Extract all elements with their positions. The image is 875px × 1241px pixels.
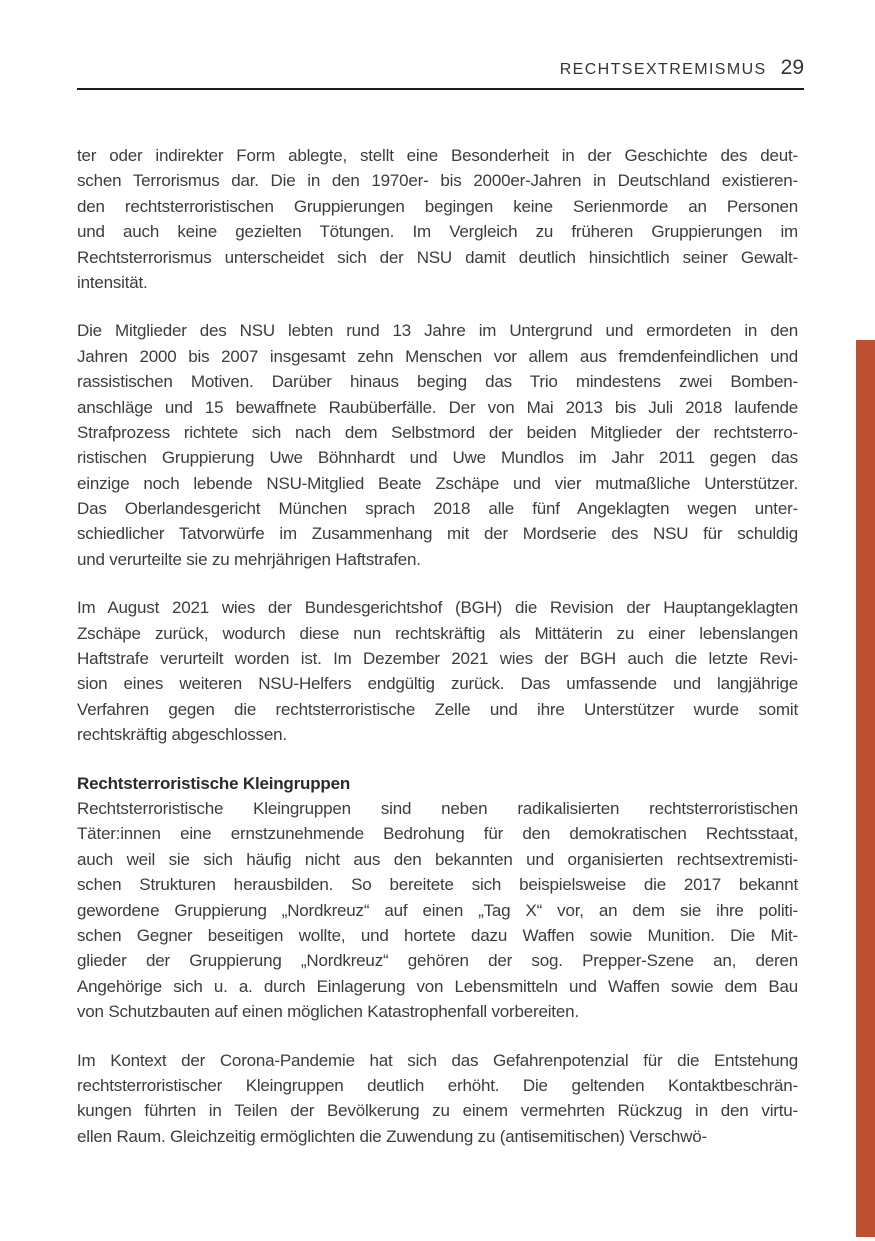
text-line: schen Gegner beseitigen wollte, und hortete dazu Waffen sowie Munition. Die Mit- [77,925,798,945]
body-text-column [77,143,798,1172]
text-line: Verfahren gegen die rechtsterroristische Zelle und ihre Unterstützer wurde somit [77,699,798,719]
header-divider-rule [77,88,804,90]
paragraph [77,1048,798,1150]
text-line: gewordene Gruppierung „Nordkreuz“ auf einen „Tag X“ vor, an dem sie ihre politi- [77,900,798,920]
section-heading: Rechtsterroristische Kleingruppen [77,773,351,793]
text-line: intensität. [77,272,148,292]
text-line: Angehörige sich u. a. durch Einlagerung von Lebensmitteln und Waffen sowie dem Bau [77,976,798,996]
text-line: Rechtsterrorismus unterscheidet sich der NSU damit deutlich hinsichtlich seiner Gewalt- [77,247,798,267]
text-line: anschläge und 15 bewaffnete Raubüberfälle. Der von Mai 2013 bis Juli 2018 laufende [77,397,798,417]
text-line: rechtskräftig abgeschlossen. [77,725,287,745]
text-line: ter oder indirekter Form ablegte, stellt eine Besonderheit in der Geschichte des deut- [77,146,798,165]
text-line: und auch keine gezielten Tötungen. Im Vergleich zu früheren Gruppierungen im [77,222,798,242]
page-header [77,56,804,80]
text-line: Die Mitglieder des NSU lebten rund 13 Jahre im Untergrund und ermordeten in den [77,321,798,341]
text-line: Zschäpe zurück, wodurch diese nun rechtskräftig als Mittäterin zu einer lebenslangen [77,623,798,643]
text-line: und verurteilte sie zu mehrjährigen Haftstrafen. [77,549,421,569]
text-line: auch weil sie sich häufig nicht aus den bekannten und organisierten rechtsextremisti- [77,849,798,869]
text-line: den rechtsterroristischen Gruppierungen begingen keine Serienmorde an Personen [77,196,798,216]
text-line: Jahren 2000 bis 2007 insgesamt zehn Menschen vor allem aus fremdenfeindlichen und [77,346,798,366]
text-line: sion eines weiteren NSU-Helfers endgültig zurück. Das umfassende und langjährige [77,674,798,694]
text-line: rassistischen Motiven. Darüber hinaus beging das Trio mindestens zwei Bomben- [77,372,798,392]
text-line: schiedlicher Tatvorwürfe im Zusammenhang mit der Mordserie des NSU für schuldig [77,524,798,544]
text-line: schen Strukturen herausbilden. So bereitete sich beispielsweise die 2017 bekannt [77,875,798,895]
text-line: Im August 2021 wies der Bundesgerichtshof (BGH) die Revision der Hauptangeklagten [77,598,798,618]
text-line: glieder der Gruppierung „Nordkreuz“ gehören der sog. Prepper-Szene an, deren [77,951,798,971]
text-line: Haftstrafe verurteilt worden ist. Im Dezember 2021 wies der BGH auch die letzte Revi- [77,649,798,669]
text-line: schen Terrorismus dar. Die in den 1970er- bis 2000er-Jahren in Deutschland existieren- [77,171,798,191]
text-line: einzige noch lebende NSU-Mitglied Beate Zschäpe und vier mutmaßliche Unterstützer. [77,473,798,493]
paragraph [77,796,798,1025]
paragraph [77,595,798,747]
text-line: Täter:innen eine ernstzunehmende Bedrohung für den demokratischen Rechtsstaat, [77,824,798,844]
text-line: ristischen Gruppierung Uwe Böhnhardt und Uwe Mundlos im Jahr 2011 gegen das [77,448,798,468]
paragraph [77,318,798,572]
text-line: Strafprozess richtete sich nach dem Selbstmord der beiden Mitglieder der rechtsterro- [77,422,798,442]
page-number: 29 [780,56,804,79]
text-line: Das Oberlandesgericht München sprach 2018 alle fünf Angeklagten wegen unter- [77,499,798,519]
text-line: rechtsterroristischer Kleingruppen deutlich erhöht. Die geltenden Kontaktbeschrän- [77,1075,798,1095]
text-line: Im Kontext der Corona-Pandemie hat sich das Gefahrenpotenzial für die Entstehung [77,1050,798,1070]
text-line: ellen Raum. Gleichzeitig ermöglichten die Zuwendung zu (antisemitischen) Verschwö- [77,1126,707,1146]
section-color-bar [856,340,875,1237]
running-head-section-label: RECHTSEXTREMISMUS [559,61,767,78]
text-line: Rechtsterroristische Kleingruppen sind neben radikalisierten rechtsterroristischen [77,799,798,818]
paragraph [77,143,798,295]
text-line: von Schutzbauten auf einen möglichen Katastrophenfall vorbereiten. [77,1002,579,1022]
text-line: kungen führten in Teilen der Bevölkerung zu einem vermehrten Rückzug in den virtu- [77,1101,798,1121]
